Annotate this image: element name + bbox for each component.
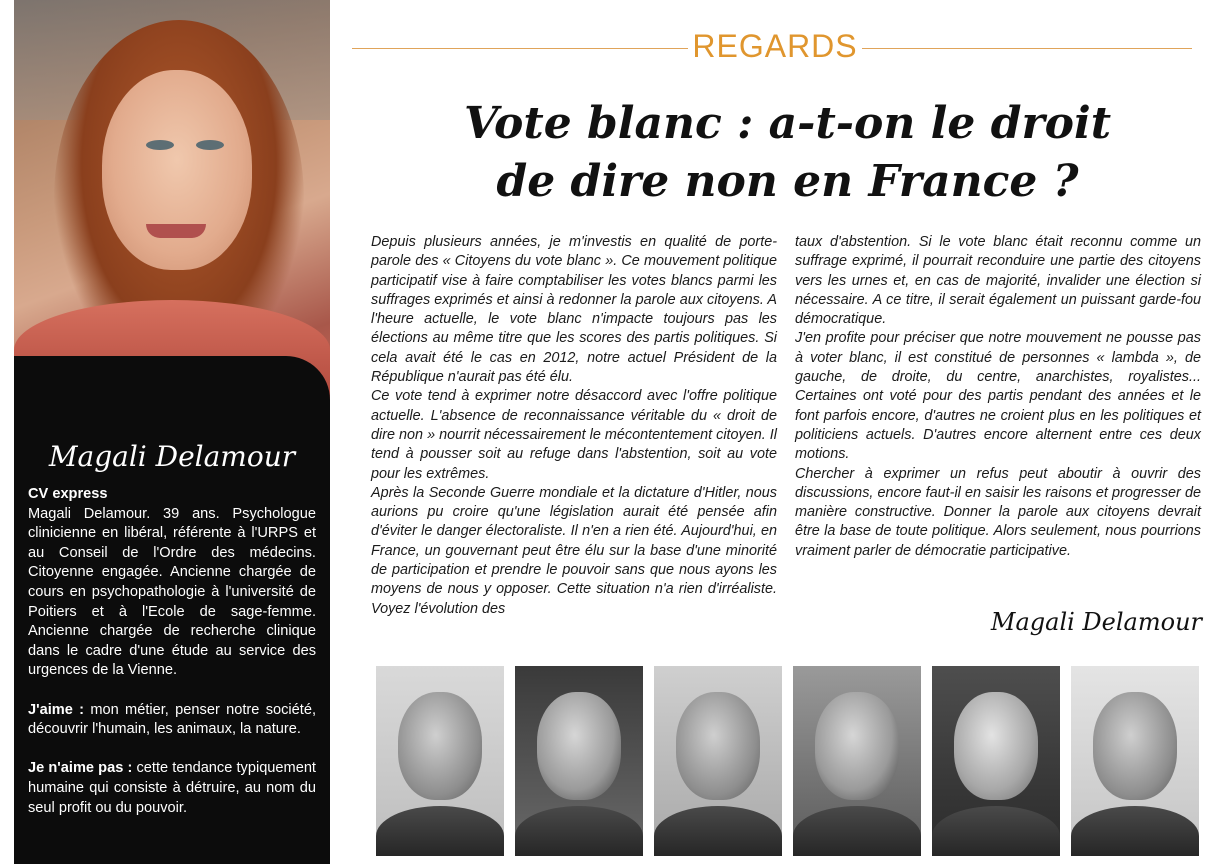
portrait-face xyxy=(102,70,252,270)
contributor-photo-1 xyxy=(376,666,504,856)
dislikes-label: Je n'aime pas : xyxy=(28,760,133,777)
headline-line-1: Vote blanc : a-t-on le droit xyxy=(463,98,1112,149)
contributor-photo-3 xyxy=(654,666,782,856)
dislikes-text: cette tendance typiquement humaine qui consiste à détruire, au nom du seul profit ou du pouvoir. xyxy=(28,760,316,816)
section-label: REGARDS xyxy=(692,28,858,64)
likes-label: J'aime : xyxy=(28,701,85,718)
header-rule-right xyxy=(862,48,1192,49)
portrait-mouth xyxy=(146,224,206,238)
article-paragraph: Après la Seconde Guerre mondiale et la dictature d'Hitler, nous aurions pu croire qu'une législation aurait été pensée afin d'éviter le danger électoraliste. Il n'en a rien été. Aujourd'hui, en France, un gouvernant peut être élu sur la base d'une minorité de participation et prendre le pouvoir sans que nous ayons les moyens de nous y opposer. Cette situation n'a rien d'irréaliste. Voyez l'évolution des xyxy=(371,484,777,617)
article-paragraph: taux d'abstention. Si le vote blanc était reconnu comme un suffrage exprimé, il pourrait reconduire une partie des citoyens vers les urnes et, en cas de majorité, invalider une élection si nécessaire. A ce titre, il serait également un puissant garde-fou démocratique. xyxy=(795,234,1201,328)
contributor-photo-2 xyxy=(515,666,643,856)
article-column-1 xyxy=(371,233,777,619)
article-headline xyxy=(370,95,1205,211)
likes-text: mon métier, penser notre société, découvrir l'humain, les animaux, la nature. xyxy=(28,701,316,738)
portrait-eye-right xyxy=(196,140,224,150)
article-paragraph: Ce vote tend à exprimer notre désaccord avec l'offre politique actuelle. L'absence de reconnaissance véritable du « droit de dire non » nourrit nécessairement le mécontentement citoyen. Il tend à pousser soit au refuge dans l'abstention, soit au vote pour les extrêmes. xyxy=(371,388,777,482)
contributor-photo-6 xyxy=(1071,666,1199,856)
article-paragraph: J'en profite pour préciser que notre mouvement ne pousse pas à voter blanc, il est constitué de personnes « lambda », de gauche, de droite, du centre, anarchistes, royalistes... Certaines ont voté pour des partis pendant des années et le font parfois encore, d'autres ne croient plus en les politiques et politiciens actuels. D'autres encore alternent entre ces deux motions. xyxy=(795,330,1201,463)
author-portrait xyxy=(14,0,330,400)
portrait-eye-left xyxy=(146,140,174,150)
contributor-photo-5 xyxy=(932,666,1060,856)
cv-text: Magali Delamour. 39 ans. Psychologue clinicienne en libéral, référente à l'URPS et au Conseil de l'Ordre des médecins. Citoyenne engagée. Ancienne chargée de cours en psychopathologie à l'université de Poitiers et à l'Ecole de sage-femme. Ancienne chargée de recherche clinique dans le cadre d'une étude au service des urgences de la Vienne. xyxy=(28,505,316,679)
article-signature: Magali Delamour xyxy=(990,608,1202,636)
likes-paragraph xyxy=(28,701,316,740)
article-column-2 xyxy=(795,233,1201,561)
cv-title: CV express xyxy=(28,486,108,502)
headline-line-2: de dire non en France ? xyxy=(496,156,1079,207)
header-rule-left xyxy=(352,48,688,49)
article-paragraph: Chercher à exprimer un refus peut aboutir à ouvrir des discussions, encore faut-il en saisir les raisons et progresser de manière constructive. Donner la parole aux citoyens devrait être la base de toute politique. Alors seulement, nous pourrions vraiment parler de démocratie participative. xyxy=(795,465,1201,559)
bio-author-name: Magali Delamour xyxy=(48,440,296,473)
contributor-photo-4 xyxy=(793,666,921,856)
article-paragraph: Depuis plusieurs années, je m'investis en qualité de porte-parole des « Citoyens du vote blanc ». Ce mouvement politique participatif vise à faire comptabiliser les votes blancs parmi les suffrages exprimés et ainsi à redonner la parole aux citoyens. A l'heure actuelle, le vote blanc n'impacte toujours pas les élections au même titre que les scores des partis politiques. Si cela avait été le cas en 2012, notre actuel Président de la République n'aurait pas été élu. xyxy=(371,234,777,386)
bio-text xyxy=(28,485,316,818)
dislikes-paragraph xyxy=(28,759,316,818)
